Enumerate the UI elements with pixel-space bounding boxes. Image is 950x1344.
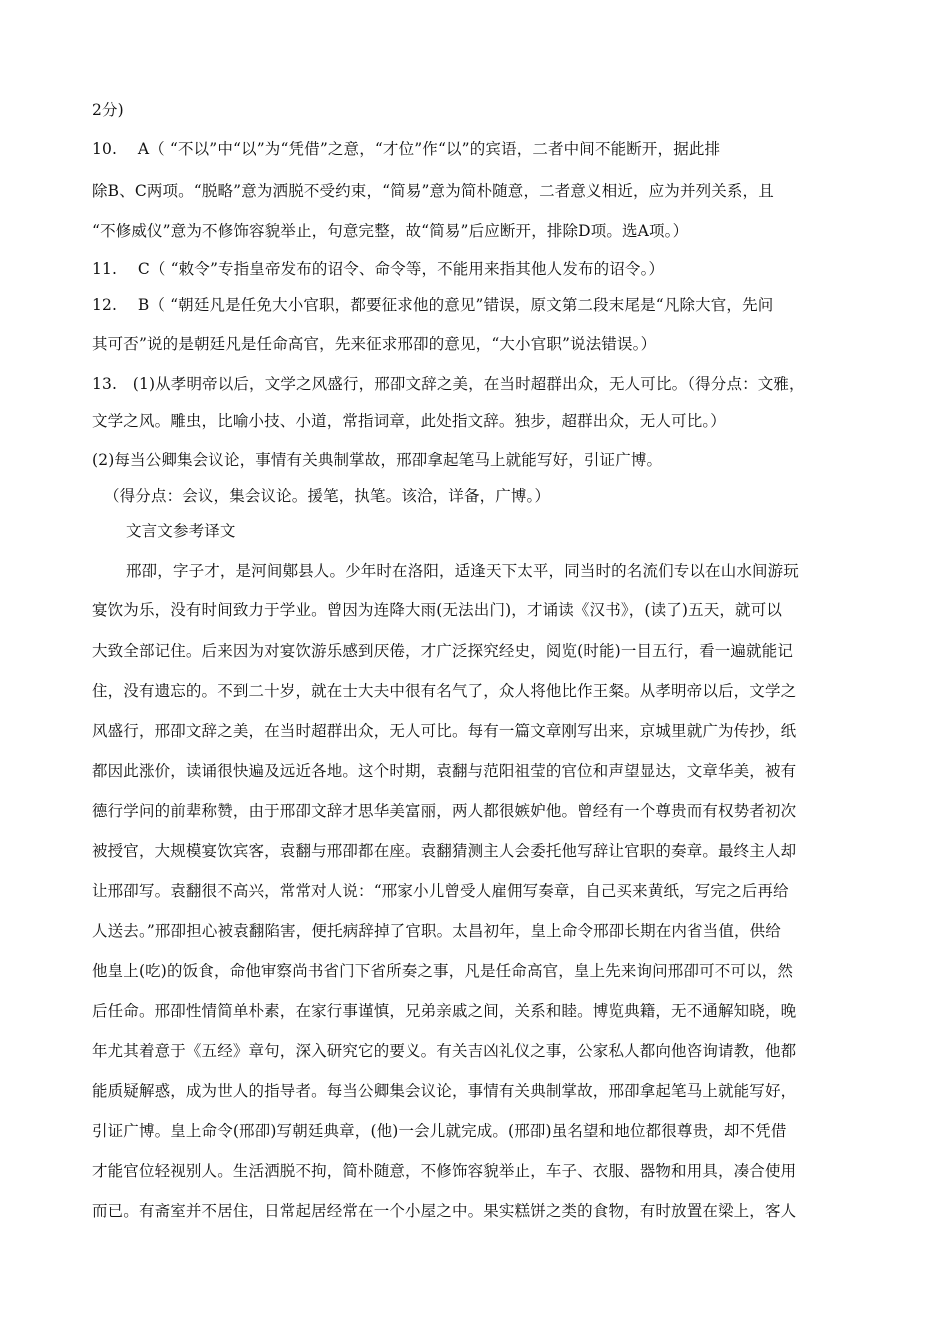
answer-13-part1-line-1: 13. (1)从孝明帝以后，文学之风盛行，邢卲文辞之美，在当时超群出众，无人可比。（得分点：文雅， (92, 375, 805, 393)
translation-line-1: 邢卲，字子才，是河间鄚县人。少年时在洛阳，适逢天下太平，同当时的名流们专以在山水间游玩 (126, 562, 799, 580)
translation-line-14: 能质疑解惑，成为世人的指导者。每当公卿集会议论，事情有关典制掌故，邢卲拿起笔马上就能写好， (92, 1082, 797, 1100)
answer-9-tail: 2分) (92, 101, 124, 119)
translation-line-6: 都因此涨价，读诵很快遍及远近各地。这个时期，袁翻与范阳祖莹的官位和声望显达，文章华美，被有 (92, 762, 797, 780)
translation-line-13: 年尤其着意于《五经》章句，深入研究它的要义。有关吉凶礼仪之事，公家私人都向他咨询请教，他都 (92, 1042, 797, 1060)
answer-10-line-3: “不修威仪”意为不修饰容貌举止，句意完整，故“简易”后应断开，排除D项。选A项。） (92, 222, 689, 240)
translation-line-10: 人送去。”邢卲担心被袁翻陷害，便托病辞掉了官职。太昌初年，皇上命令邢卲长期在内省当值，供给 (92, 922, 781, 940)
answer-10-line-1: 10. A（ “不以”中“以”为“凭借”之意，“才位”作“以”的宾语，二者中间不能断开，据此排 (92, 140, 721, 158)
translation-line-17: 而已。有斋室并不居住，日常起居经常在一个小屋之中。果实糕饼之类的食物，有时放置在梁上，客人 (92, 1202, 797, 1220)
answer-13-part1-line-2: 文学之风。雕虫，比喻小技、小道，常指词章，此处指文辞。独步，超群出众，无人可比。） (92, 412, 726, 430)
translation-line-2: 宴饮为乐，没有时间致力于学业。曾因为连降大雨(无法出门)，才诵读《汉书》，(读了)五天，就可以 (92, 601, 782, 619)
translation-line-11: 他皇上(吃)的饭食，命他审察尚书省门下省所奏之事，凡是任命高官，皇上先来询问邢卲可不可以，然 (92, 962, 793, 980)
translation-line-15: 引证广博。皇上命令(邢卲)写朝廷典章，(他)一会儿就完成。(邢卲)虽名望和地位都很尊贵，却不凭借 (92, 1122, 787, 1140)
answer-12-line-1: 12. B（ “朝廷凡是任免大小官职，都要征求他的意见”错误，原文第二段末尾是“凡除大官，先问 (92, 296, 774, 314)
answer-13-part2-scoring: （得分点：会议，集会议论。援笔，执笔。该洽，详备，广博。） (104, 487, 551, 505)
translation-line-5: 风盛行，邢卲文辞之美，在当时超群出众，无人可比。每有一篇文章刚写出来，京城里就广为传抄，纸 (92, 722, 797, 740)
answer-11: 11. C（ “敕令”专指皇帝发布的诏令、命令等，不能用来指其他人发布的诏令。） (92, 260, 665, 278)
translation-line-8: 被授官，大规模宴饮宾客，袁翻与邢卲都在座。袁翻猜测主人会委托他写辞让官职的奏章。最终主人却 (92, 842, 797, 860)
translation-heading: 文言文参考译文 (126, 522, 236, 540)
translation-line-12: 后任命。邢卲性情简单朴素，在家行事谨慎，兄弟亲戚之间，关系和睦。博览典籍，无不通解知晓，晚 (92, 1002, 797, 1020)
answer-10-line-2: 除B、C两项。“脱略”意为洒脱不受约束，“简易”意为简朴随意，二者意义相近，应为并列关系，且 (92, 182, 774, 200)
translation-line-16: 才能官位轻视别人。生活洒脱不拘，简朴随意，不修饰容貌举止，车子、衣服、器物和用具，凑合使用 (92, 1162, 797, 1180)
translation-line-4: 住，没有遗忘的。不到二十岁，就在士大夫中很有名气了，众人将他比作王粲。从孝明帝以后，文学之 (92, 682, 797, 700)
translation-line-7: 德行学问的前辈称赞，由于邢卲文辞才思华美富丽，两人都很嫉妒他。曾经有一个尊贵而有权势者初次 (92, 802, 797, 820)
translation-line-3: 大致全部记住。后来因为对宴饮游乐感到厌倦，才广泛探究经史，阅览(时能)一目五行，看一遍就能记 (92, 642, 793, 660)
translation-line-9: 让邢卲写。袁翻很不高兴，常常对人说：“邢家小儿曾受人雇佣写奏章，自己买来黄纸，写完之后再给 (92, 882, 789, 900)
answer-12-line-2: 其可否”说的是朝廷凡是任命高官，先来征求邢卲的意见，“大小官职”说法错误。） (92, 335, 657, 353)
answer-13-part2-line-1: (2)每当公卿集会议论，事情有关典制掌故，邢卲拿起笔马上就能写好，引证广博。 (92, 451, 663, 469)
